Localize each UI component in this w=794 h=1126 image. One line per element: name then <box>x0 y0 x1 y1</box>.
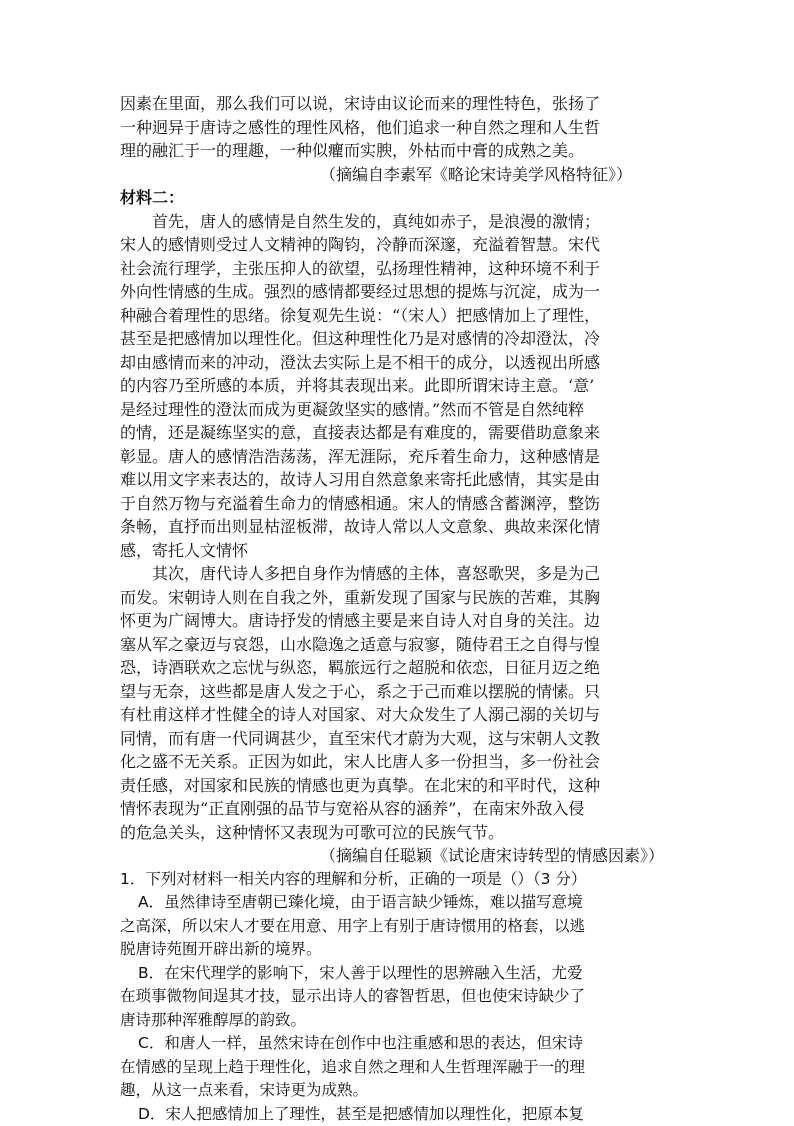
option-line: 脱唐诗苑囿开辟出新的境界。 <box>120 938 680 962</box>
text-line: 理的融汇于一的理趣，一种似癯而实腴，外枯而中膏的成熟之美。 <box>120 139 680 163</box>
text-line: 恐，诗酒联欢之忘忧与纵恣，羁旅远行之超脱和依恋，日征月迈之绝 <box>120 656 680 680</box>
text-line: 而发。宋朝诗人则在自我之外，重新发现了国家与民族的苦难，其胸 <box>120 586 680 610</box>
text-line: 难以用文字来表达的，故诗人习用自然意象来寄托此感情，其实是由 <box>120 468 680 492</box>
option-a <box>120 891 680 962</box>
text-line: 一种迥异于唐诗之感性的理性风格，他们追求一种自然之理和人生哲 <box>120 116 680 140</box>
material2-heading: 材料二： <box>120 186 680 210</box>
text-line: 感，寄托人文情怀 <box>120 539 680 563</box>
text-line: 塞从军之豪迈与哀怨，山水隐逸之适意与寂寥，随侍君王之自得与惶 <box>120 633 680 657</box>
material2-source: （摘编自任聪颖《试论唐宋诗转型的情感因素》） <box>120 844 680 868</box>
text-line: 的危急关头，这种情怀又表现为可歌可泣的民族气节。 <box>120 821 680 845</box>
option-line: D．宋人把感情加上了理性，甚至是把感情加以理性化，把原本复 <box>120 1103 680 1126</box>
document-page <box>120 92 680 1126</box>
option-line: A．虽然律诗至唐朝已臻化境，由于语言缺少锤炼，难以描写意境 <box>120 891 680 915</box>
option-c <box>120 1032 680 1103</box>
text-line: 情怀表现为“正直刚强的品节与宽裕从容的涵养”，在南宋外敌入侵 <box>120 797 680 821</box>
text-line: 甚至是把感情加以理性化。但这种理性化乃是对感情的冷却澄汰，冷 <box>120 327 680 351</box>
text-line: 望与无奈，这些都是唐人发之于心，系之于己而难以摆脱的情愫。只 <box>120 680 680 704</box>
question-1 <box>120 868 680 1126</box>
text-line: 化之盛不无关系。正因为如此，宋人比唐人多一份担当，多一份社会 <box>120 750 680 774</box>
text-line: 外向性情感的生成。强烈的感情都要经过思想的提炼与沉淀，成为一 <box>120 280 680 304</box>
text-line: 彰显。唐人的感情浩浩荡荡，浑无涯际，充斥着生命力，这种感情是 <box>120 445 680 469</box>
text-line: 是经过理性的澄汰而成为更凝敛坚实的感情。”然而不管是自然纯粹 <box>120 398 680 422</box>
text-line: 的情，还是凝练坚实的意，直接表达都是有难度的，需要借助意象来 <box>120 421 680 445</box>
option-line: 之高深，所以宋人才要在用意、用字上有别于唐诗惯用的格套，以逃 <box>120 915 680 939</box>
text-line: 首先，唐人的感情是自然生发的，真纯如赤子，是浪漫的激情； <box>120 210 680 234</box>
text-line: 同情，而有唐一代同调甚少，直至宋代才蔚为大观，这与宋朝人文教 <box>120 727 680 751</box>
question-stem: 1．下列对材料一相关内容的理解和分析，正确的一项是（）（3 分） <box>120 868 680 892</box>
option-line: C．和唐人一样，虽然宋诗在创作中也注重感和思的表达，但宋诗 <box>120 1032 680 1056</box>
text-line: 条畅，直抒而出则显枯涩板滞，故诗人常以人文意象、典故来深化情 <box>120 515 680 539</box>
option-line: B．在宋代理学的影响下，宋人善于以理性的思辨融入生活，尤爱 <box>120 962 680 986</box>
text-line: 有杜甫这样才性健全的诗人对国家、对大众发生了人溺己溺的关切与 <box>120 703 680 727</box>
option-line: 在琐事微物间逞其才技，显示出诗人的睿智哲思，但也使宋诗缺少了 <box>120 985 680 1009</box>
text-line: 种融合着理性的思绪。徐复观先生说：“（宋人）把感情加上了理性， <box>120 304 680 328</box>
text-line: 责任感，对国家和民族的情感也更为真挚。在北宋的和平时代，这种 <box>120 774 680 798</box>
text-line: 怀更为广阔博大。唐诗抒发的情感主要是来自诗人对自身的关注。边 <box>120 609 680 633</box>
option-d <box>120 1103 680 1126</box>
option-b <box>120 962 680 1033</box>
option-line: 在情感的呈现上趋于理性化，追求自然之理和人生哲理浑融于一的理 <box>120 1056 680 1080</box>
option-line: 趣，从这一点来看，宋诗更为成熟。 <box>120 1079 680 1103</box>
text-line: 社会流行理学，主张压抑人的欲望，弘扬理性精神，这种环境不利于 <box>120 257 680 281</box>
option-line: 唐诗那种浑雅醇厚的韵致。 <box>120 1009 680 1033</box>
text-line: 的内容乃至所感的本质，并将其表现出来。此即所谓宋诗主意。‘意’ <box>120 374 680 398</box>
text-line: 于自然万物与充溢着生命力的情感相通。宋人的情感含蓄渊渟，整饬 <box>120 492 680 516</box>
material1-tail <box>120 92 680 186</box>
text-line: 却由感情而来的冲动，澄汰去实际上是不相干的成分，以透视出所感 <box>120 351 680 375</box>
text-line: 宋人的感情则受过人文精神的陶钧，冷静而深邃，充溢着智慧。宋代 <box>120 233 680 257</box>
text-line: 因素在里面，那么我们可以说，宋诗由议论而来的理性特色，张扬了 <box>120 92 680 116</box>
text-line: 其次，唐代诗人多把自身作为情感的主体，喜怒歌哭，多是为己 <box>120 562 680 586</box>
material1-source: （摘编自李素军《略论宋诗美学风格特征》） <box>120 163 680 187</box>
material2-body <box>120 210 680 868</box>
